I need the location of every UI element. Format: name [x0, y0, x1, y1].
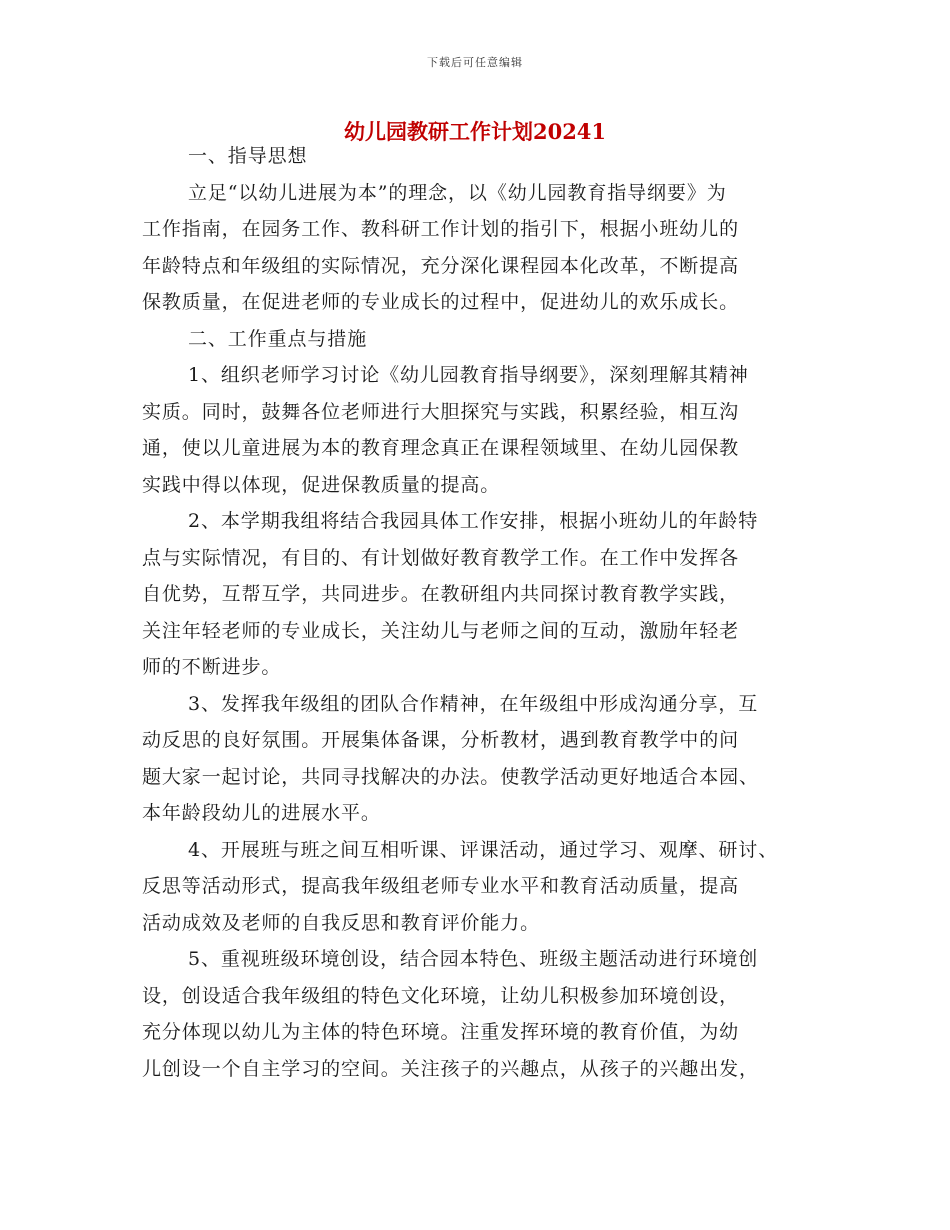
- paragraph-line: 本年龄段幼儿的进展水平。: [142, 802, 381, 824]
- paragraph-line: 4、开展班与班之间互相听课、评课活动，通过学习、观摩、研讨、: [188, 838, 779, 861]
- paragraph-line: 通，使以儿童进展为本的教育理念真正在课程领域里、在幼儿园保教: [142, 437, 740, 459]
- paragraph-line: 1、组织老师学习讨论《幼儿园教育指导纲要》，深刻理解其精神: [188, 364, 749, 386]
- document-body: [142, 138, 822, 1087]
- paragraph-line: 实质。同时，鼓舞各位老师进行大胆探究与实践，积累经验，相互沟: [142, 400, 740, 423]
- paragraph-line: 自优势，互帮互学，共同进步。在教研组内共同探讨教育教学实践，: [142, 583, 740, 605]
- paragraph-line: 充分体现以幼儿为主体的特色环境。注重发挥环境的教育价值，为幼: [142, 1021, 740, 1043]
- paragraph-line: 工作指南，在园务工作、教科研工作计划的指引下，根据小班幼儿的: [142, 218, 740, 240]
- paragraph-line: 年龄特点和年级组的实际情况，充分深化课程园本化改革，不断提高: [142, 254, 740, 277]
- paragraph-line: 关注年轻老师的专业成长，关注幼儿与老师之间的互动，激励年轻老: [142, 619, 740, 642]
- document-title: 幼儿园教研工作计划20241: [343, 119, 607, 144]
- paragraph-line: 设，创设适合我年级组的特色文化环境，让幼儿积极参加环境创设，: [142, 984, 740, 1007]
- paragraph-line: 5、重视班级环境创设，结合园本特色、班级主题活动进行环境创: [188, 948, 759, 970]
- paragraph-line: 实践中得以体现，促进保教质量的提高。: [142, 473, 501, 496]
- header-note: 下载后可任意编辑: [427, 56, 523, 69]
- paragraph-line: 二、工作重点与措施: [188, 327, 368, 350]
- paragraph-line: 2、本学期我组将结合我园具体工作安排，根据小班幼儿的年龄特: [188, 510, 759, 532]
- paragraph-line: 师的不断进步。: [142, 656, 282, 678]
- paragraph-line: 3、发挥我年级组的团队合作精神，在年级组中形成沟通分享，互: [188, 692, 759, 715]
- paragraph-line: 保教质量，在促进老师的专业成长的过程中，促进幼儿的欢乐成长。: [142, 291, 740, 313]
- paragraph-line: 点与实际情况，有目的、有计划做好教育教学工作。在工作中发挥各: [142, 546, 740, 569]
- paragraph-line: 立足“以幼儿进展为本”的理念，以《幼儿园教育指导纲要》为: [188, 181, 727, 204]
- paragraph-line: 题大家一起讨论，共同寻找解决的办法。使教学活动更好地适合本园、: [142, 765, 759, 788]
- paragraph-line: 儿创设一个自主学习的空间。关注孩子的兴趣点，从孩子的兴趣出发，: [142, 1057, 759, 1080]
- paragraph-line: 一、指导思想: [188, 145, 308, 167]
- paragraph-line: 动反思的良好氛围。开展集体备课，分析教材，遇到教育教学中的问: [142, 729, 740, 751]
- paragraph-line: 活动成效及老师的自我反思和教育评价能力。: [142, 911, 541, 934]
- paragraph-line: 反思等活动形式，提高我年级组老师专业水平和教育活动质量，提高: [142, 875, 740, 897]
